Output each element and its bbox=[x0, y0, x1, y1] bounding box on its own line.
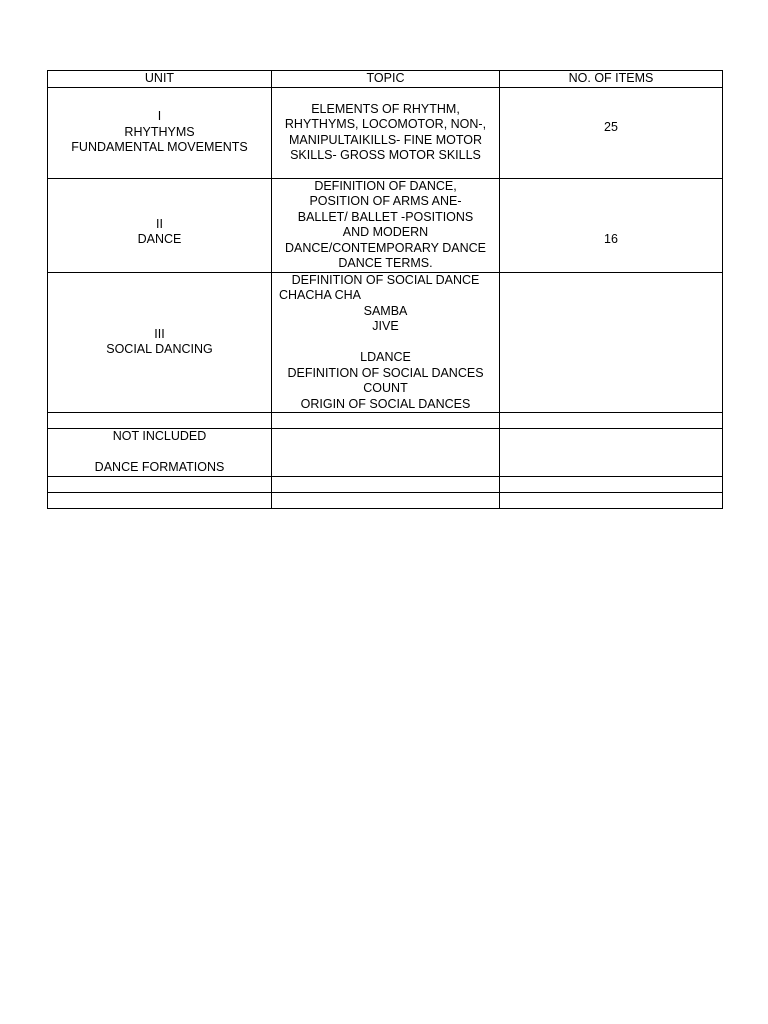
unit-number: III bbox=[154, 326, 165, 341]
table-row bbox=[48, 272, 723, 413]
topic-cell bbox=[272, 178, 500, 272]
topic-line: DEFINITION OF DANCE, bbox=[314, 178, 457, 193]
empty-row bbox=[48, 413, 723, 429]
items-count: 25 bbox=[604, 119, 618, 134]
topic-line: SKILLS- GROSS MOTOR SKILLS bbox=[290, 148, 481, 162]
header-topic: TOPIC bbox=[272, 71, 500, 88]
exam-specification-table bbox=[47, 70, 723, 509]
topic-line: MANIPULTAIKILLS- FINE MOTOR bbox=[288, 132, 483, 147]
unit-title: DANCE bbox=[137, 232, 182, 246]
topic-line: SAMBA bbox=[363, 303, 408, 318]
topic-line: DANCE TERMS. bbox=[338, 256, 433, 270]
topic-line: RHYTHYMS, LOCOMOTOR, NON-, bbox=[284, 117, 487, 131]
empty-cell bbox=[48, 413, 272, 429]
empty-cell bbox=[272, 413, 500, 429]
topic-line: JIVE bbox=[372, 319, 399, 333]
items-cell bbox=[500, 272, 723, 413]
empty-cell bbox=[500, 476, 723, 492]
unit-title: SOCIAL DANCING bbox=[106, 342, 213, 357]
topic-line: DEFINITION OF SOCIAL DANCE bbox=[291, 272, 480, 287]
unit-cell bbox=[48, 87, 272, 178]
topic-line: BALLET/ BALLET -POSITIONS bbox=[297, 209, 474, 224]
empty-cell bbox=[272, 476, 500, 492]
header-unit: UNIT bbox=[48, 71, 272, 88]
topic-cell bbox=[272, 272, 500, 413]
topic-line: LDANCE bbox=[360, 350, 411, 364]
topic-line: DEFINITION OF SOCIAL DANCES bbox=[287, 365, 484, 380]
table-header-row bbox=[48, 71, 723, 88]
unit-cell bbox=[48, 178, 272, 272]
topic-line: DANCE/CONTEMPORARY DANCE bbox=[285, 240, 486, 255]
empty-cell bbox=[500, 413, 723, 429]
empty-cell bbox=[272, 492, 500, 508]
items-cell bbox=[500, 429, 723, 477]
table-row bbox=[48, 178, 723, 272]
topic-line: CHACHA CHA bbox=[279, 288, 361, 302]
topic-blank-line bbox=[276, 335, 495, 351]
unit-subtitle: FUNDAMENTAL MOVEMENTS bbox=[71, 140, 248, 155]
empty-row bbox=[48, 492, 723, 508]
topic-line: ELEMENTS OF RHYTHM, bbox=[311, 101, 460, 116]
topic-line: AND MODERN bbox=[342, 225, 429, 239]
unit-cell bbox=[48, 429, 272, 477]
not-included-label: NOT INCLUDED bbox=[112, 429, 207, 443]
unit-blank-line bbox=[52, 445, 267, 461]
table-row bbox=[48, 87, 723, 178]
items-cell bbox=[500, 87, 723, 178]
unit-number: II bbox=[156, 216, 163, 231]
topic-cell bbox=[272, 87, 500, 178]
empty-cell bbox=[500, 492, 723, 508]
empty-row bbox=[48, 476, 723, 492]
empty-cell bbox=[48, 476, 272, 492]
header-no-of-items: NO. OF ITEMS bbox=[500, 71, 723, 88]
topic-cell bbox=[272, 429, 500, 477]
excluded-topic: DANCE FORMATIONS bbox=[94, 460, 225, 474]
table-row bbox=[48, 429, 723, 477]
topic-line: POSITION OF ARMS ANE- bbox=[309, 194, 462, 208]
unit-title: RHYTHYMS bbox=[124, 124, 195, 139]
items-cell bbox=[500, 178, 723, 272]
unit-cell bbox=[48, 272, 272, 413]
unit-number: I bbox=[157, 109, 162, 124]
empty-cell bbox=[48, 492, 272, 508]
topic-line: COUNT bbox=[363, 381, 408, 395]
topic-line: ORIGIN OF SOCIAL DANCES bbox=[300, 396, 471, 411]
items-count: 16 bbox=[604, 232, 618, 247]
